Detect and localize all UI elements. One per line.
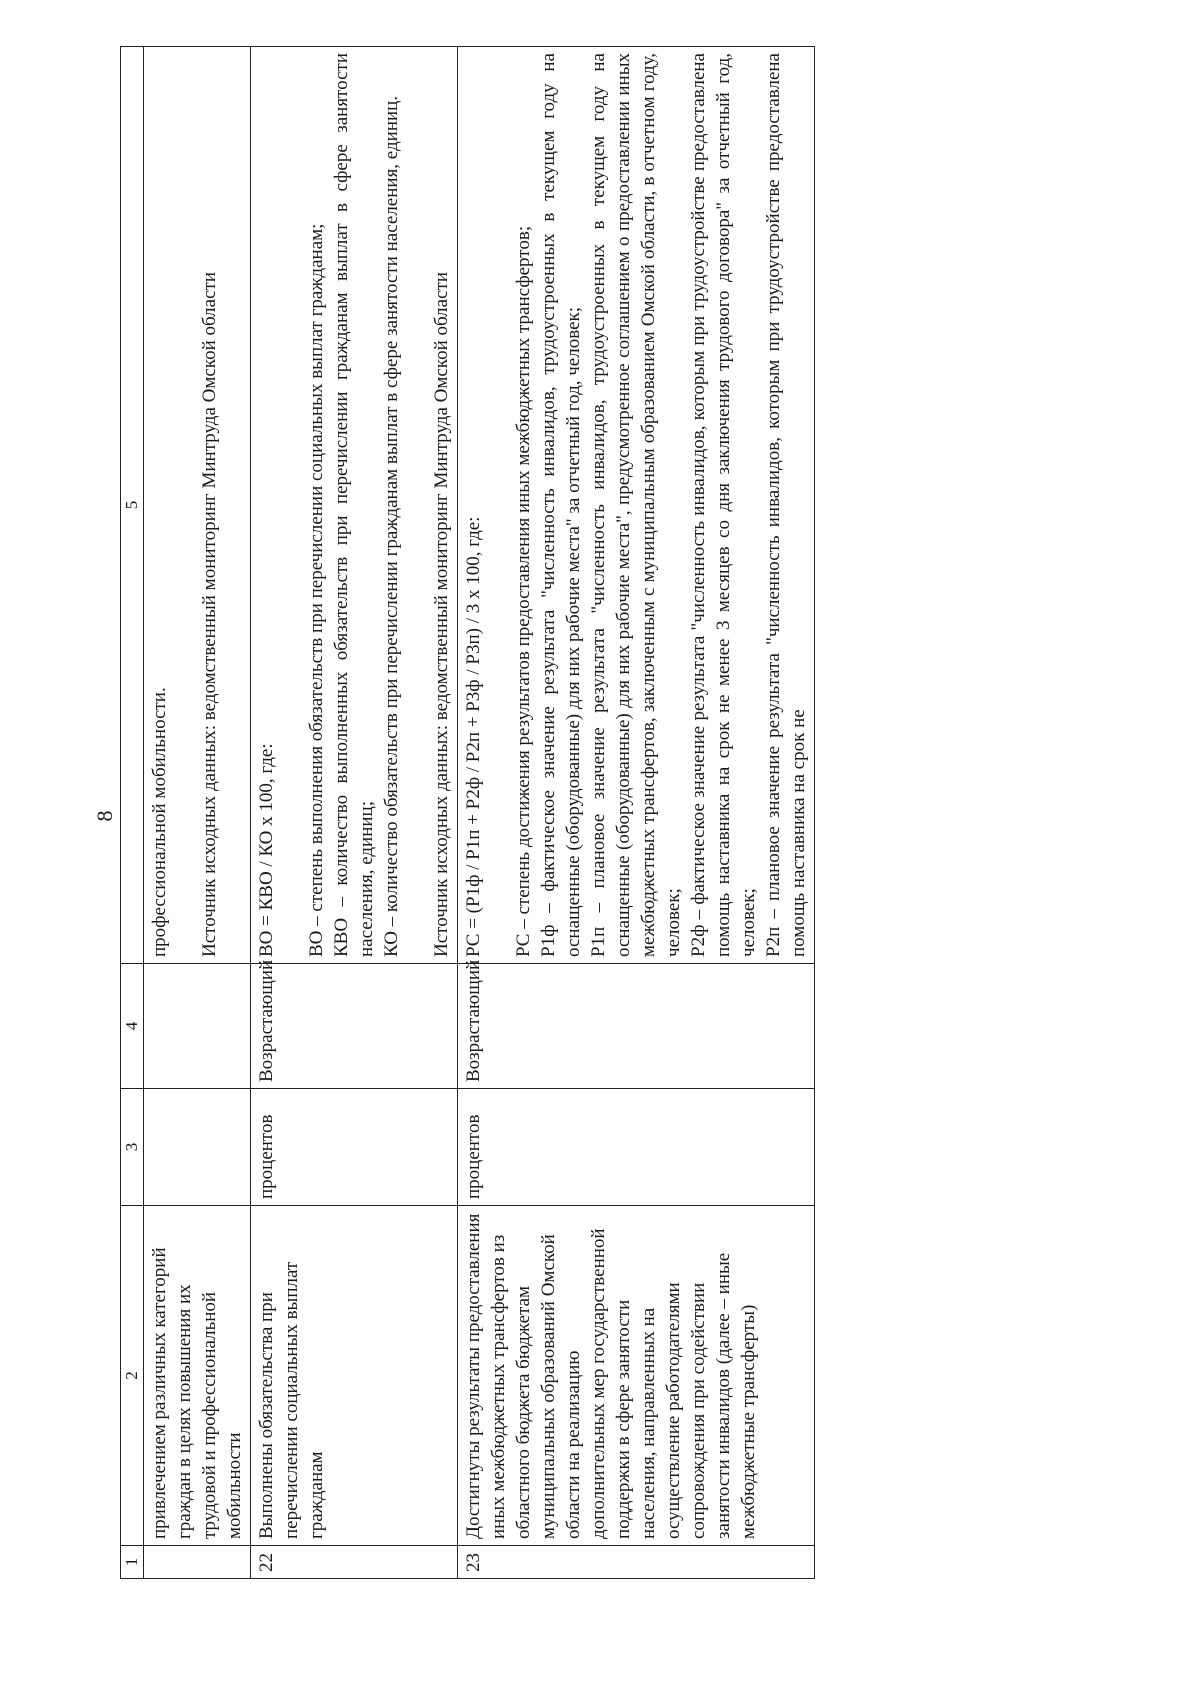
- rotated-sheet: [120, 47, 1070, 1579]
- row23-formula: РС = (Р1ф / Р1п + Р2ф / Р2п + Р3ф / Р3п) / 3 х 100, где:: [463, 516, 484, 957]
- row-cont-method: [144, 47, 251, 964]
- row22-direction: Возрастающий: [251, 964, 458, 1089]
- header-row: [121, 47, 144, 1579]
- header-col-2: 2: [121, 1206, 144, 1546]
- method-spacer: [279, 53, 304, 957]
- method-source: Источник исходных данных: ведомственный мониторинг Минтруда Омской области: [199, 271, 220, 957]
- row23-direction: Возрастающий: [458, 964, 815, 1089]
- method-source: Источник исходных данных: ведомственный мониторинг Минтруда Омской области: [431, 271, 452, 957]
- page-number: 8: [92, 810, 117, 822]
- method-spacer: [486, 53, 511, 957]
- row-cont-unit: [144, 1089, 251, 1206]
- method-line: ВО – степень выполнения обязательств при перечислении социальных выплат гражданам;: [306, 223, 327, 957]
- method-line: профессиональной мобильности.: [149, 687, 170, 957]
- method-line: РС – степень достижения результатов предоставления иных межбюджетных трансфертов;: [513, 225, 534, 957]
- method-line: Р1п – плановое значение результата "численность инвалидов, трудоустроенных в текущем году на оснащенные (оборудованные) для них рабочие места", предусмотренное соглашением о предоставлении иных межбюджетных трансфертов, заключенным с муниципальным образованием Омской области, в отчетном году, человек;: [588, 53, 684, 957]
- method-line: КО – количество обязательств при перечислении гражданам выплат в сфере занятости населения, единиц.: [381, 95, 402, 957]
- method-line: Р1ф – фактическое значение результата "численность инвалидов, трудоустроенных в текущем году на оснащенные (оборудованные) для них рабочие места" за отчетный год, человек;: [538, 53, 584, 957]
- row22-formula: ВО = КВО / КО х 100, где:: [256, 743, 277, 957]
- table-row-continued: [144, 47, 251, 1579]
- method-line: Р2п – плановое значение результата "численность инвалидов, которым при трудоустройстве предоставлена помощь наставника на срок не: [763, 53, 809, 957]
- row22-name: Выполнены обязательства при перечислении социальных выплат гражданам: [251, 1206, 458, 1546]
- table-row-22: [251, 47, 458, 1579]
- row22-unit: процентов: [251, 1089, 458, 1206]
- header-col-1: 1: [121, 1546, 144, 1579]
- method-spacer: [172, 53, 197, 957]
- row23-unit: процентов: [458, 1089, 815, 1206]
- method-line: КВО – количество выполненных обязательств при перечислении гражданам выплат в сфере занятости населения, единиц;: [331, 53, 377, 957]
- indicators-table: [120, 46, 815, 1579]
- row-cont-num: [144, 1546, 251, 1579]
- header-col-3: 3: [121, 1089, 144, 1206]
- row-cont-direction: [144, 964, 251, 1089]
- row23-num: 23: [458, 1546, 815, 1579]
- table-container: [120, 47, 1070, 1579]
- row23-method: [458, 47, 815, 964]
- row-cont-name: привлечением различных категорий граждан в целях повышения их трудовой и профессиональной мобильности: [144, 1206, 251, 1546]
- row22-num: 22: [251, 1546, 458, 1579]
- header-col-5: 5: [121, 47, 144, 964]
- row22-method: [251, 47, 458, 964]
- method-spacer: [404, 53, 429, 957]
- row23-name: Достигнуты результаты предоставления иных межбюджетных трансфертов из областного бюджета бюджетам муниципальных образований Омской области на реализацию дополнительных мер государственной поддержки в сфере занятости населения, направленных на осуществление работодателями сопровождения при содействии занятости инвалидов (далее – иные межбюджетные трансферты): [458, 1206, 815, 1546]
- header-col-4: 4: [121, 964, 144, 1089]
- method-line: Р2ф – фактическое значение результата "численность инвалидов, которым при трудоустройстве предоставлена помощь наставника на срок не менее 3 месяцев со дня заключения трудового договора" за отчетный год, человек;: [688, 53, 759, 957]
- table-row-23: [458, 47, 815, 1579]
